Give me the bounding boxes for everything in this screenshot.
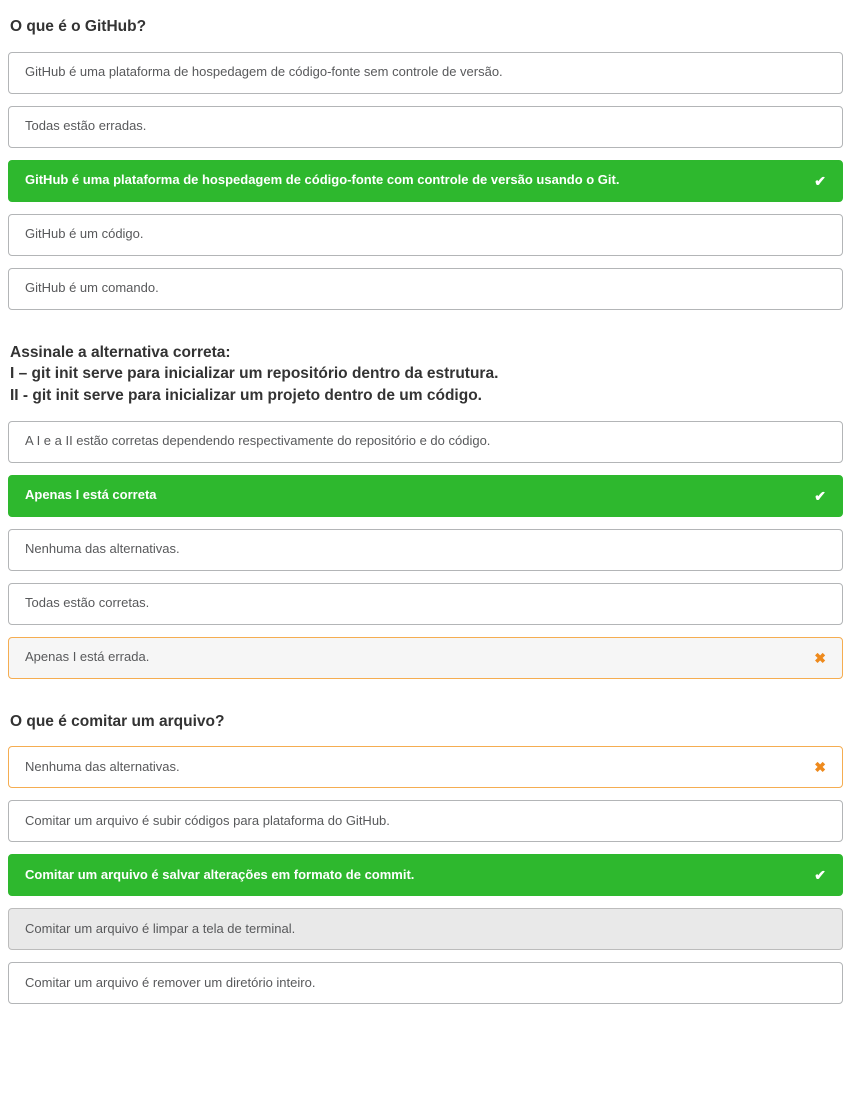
question-title-line: O que é o GitHub? — [10, 18, 147, 35]
answer-option[interactable] — [8, 268, 843, 310]
answer-option[interactable] — [8, 637, 843, 679]
question-title — [10, 342, 841, 407]
answer-option[interactable] — [8, 854, 843, 896]
check-icon: ✔ — [814, 867, 826, 884]
question-title-line: O que é comitar um arquivo? — [10, 712, 225, 730]
answer-option-label: GitHub é um código. — [25, 226, 144, 242]
question-block — [8, 16, 843, 310]
answer-option-label: Comitar um arquivo é remover um diretório inteiro. — [25, 974, 316, 990]
check-icon: ✔ — [814, 172, 826, 189]
answer-option[interactable] — [8, 583, 843, 625]
check-icon: ✔ — [814, 487, 826, 504]
cross-icon: ✖ — [814, 759, 826, 776]
answer-option[interactable] — [8, 160, 843, 202]
answer-option[interactable] — [8, 214, 843, 256]
answer-option-label: Comitar um arquivo é subir códigos para plataforma do GitHub. — [25, 812, 390, 828]
question-title-line: II - git init serve para inicializar um projeto dentro de um código. — [10, 387, 482, 405]
answer-option[interactable] — [8, 52, 843, 94]
question-block — [8, 342, 843, 679]
answer-option-label: GitHub é uma plataforma de hospedagem de código-fonte com controle de versão usando o Git. — [25, 172, 620, 188]
answer-option[interactable] — [8, 800, 843, 842]
question-title — [10, 16, 841, 38]
answer-option-label: GitHub é uma plataforma de hospedagem de código-fonte sem controle de versão. — [25, 64, 503, 80]
answer-option-label: Comitar um arquivo é limpar a tela de terminal. — [25, 920, 296, 936]
question-title — [10, 711, 841, 733]
question-title-line: I – git init serve para inicializar um repositório dentro da estrutura. — [10, 365, 499, 383]
answer-option-label: Apenas I está errada. — [25, 649, 150, 665]
answer-option-label: Todas estão corretas. — [25, 595, 150, 611]
question-block — [8, 711, 843, 1005]
answer-option[interactable] — [8, 529, 843, 571]
question-title-line: Assinale a alternativa correta: — [10, 343, 231, 361]
answer-option[interactable] — [8, 421, 843, 463]
answer-option-label: Nenhuma das alternativas. — [25, 541, 180, 557]
answer-option-label: Apenas I está correta — [25, 487, 157, 503]
answer-option-label: A I e a II estão corretas dependendo respectivamente do repositório e do código. — [25, 433, 491, 449]
answer-option-label: Todas estão erradas. — [25, 118, 147, 134]
answer-option[interactable] — [8, 746, 843, 788]
answer-option[interactable] — [8, 908, 843, 950]
answer-option-label: GitHub é um comando. — [25, 280, 159, 296]
answer-option[interactable] — [8, 106, 843, 148]
answer-option-label: Comitar um arquivo é salvar alterações em formato de commit. — [25, 866, 415, 882]
answer-option[interactable] — [8, 962, 843, 1004]
answer-option[interactable] — [8, 475, 843, 517]
answer-option-label: Nenhuma das alternativas. — [25, 758, 180, 774]
cross-icon: ✖ — [814, 649, 826, 666]
